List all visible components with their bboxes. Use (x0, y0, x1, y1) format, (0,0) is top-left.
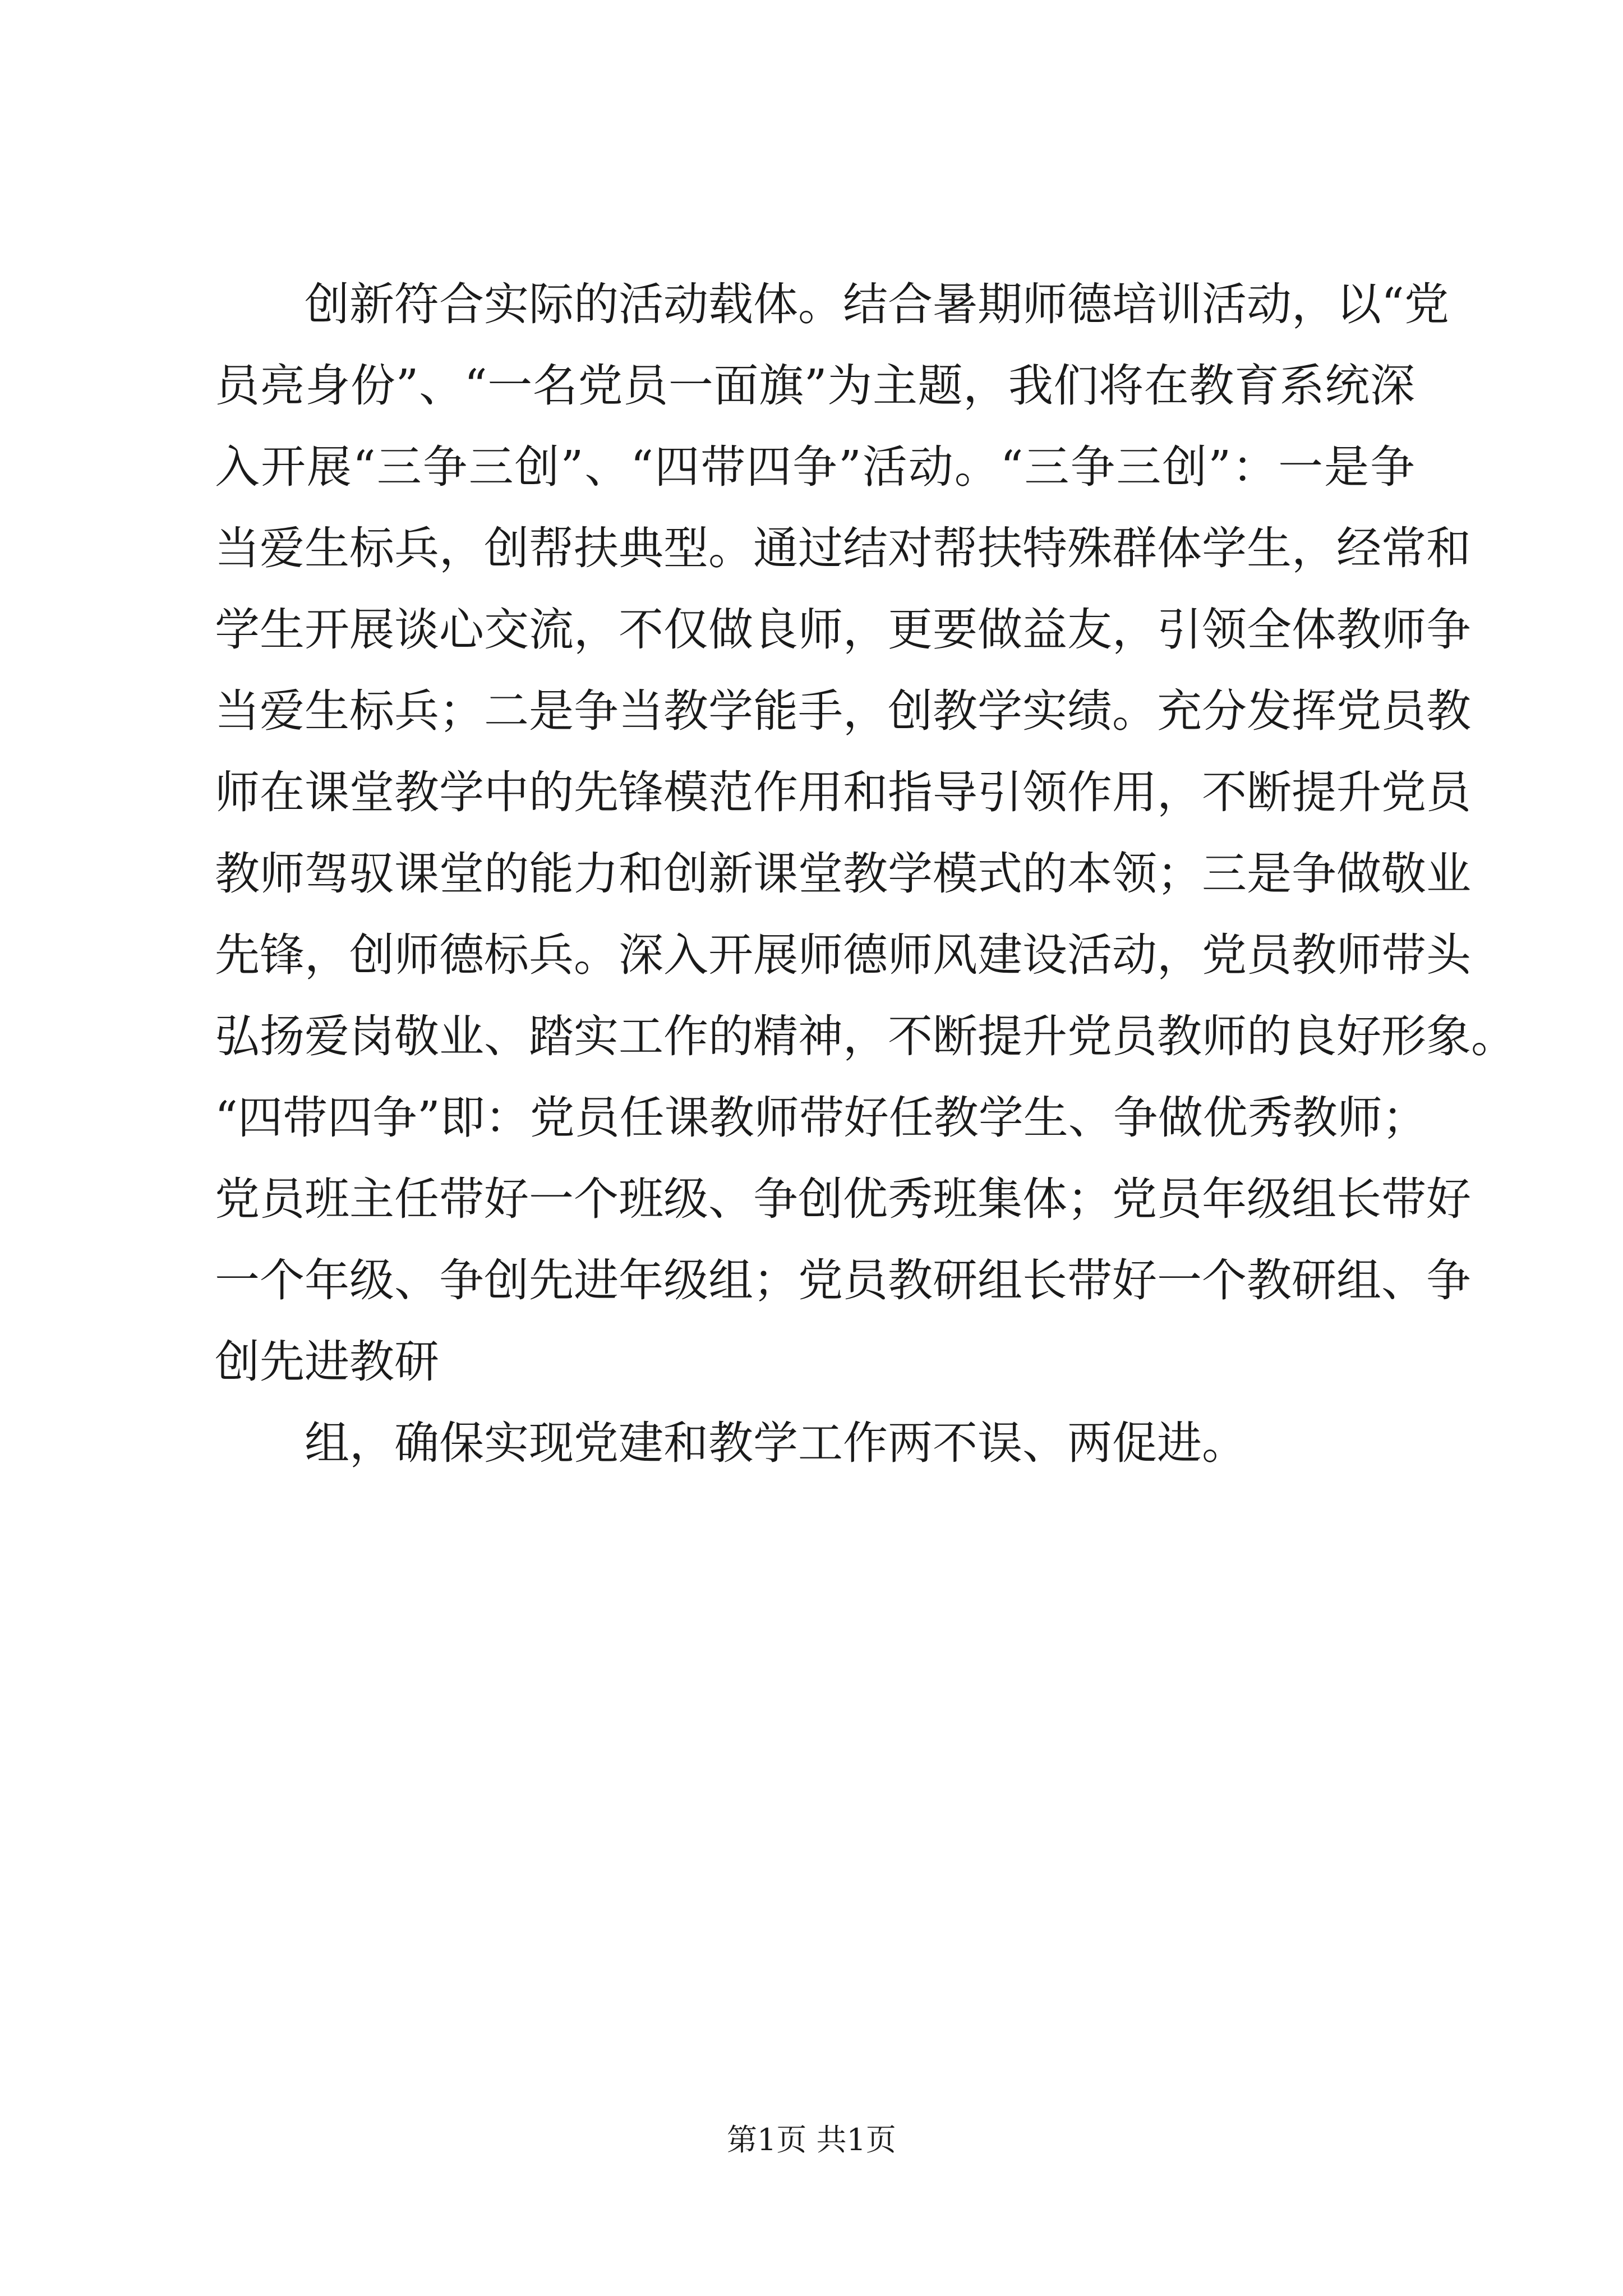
paragraph-line-13: 一个年级、争创先进年级组；党员教研组长带好一个教研组、争 (215, 1254, 1471, 1306)
paragraph-2-line-1: 组，确保实现党建和教学工作两不误、两促进。 (305, 1417, 1247, 1469)
paragraph-line-5: 学生开展谈心交流，不仅做良师，更要做益友，引领全体教师争 (215, 604, 1471, 656)
paragraph-line-1: 创新符合实际的活动载体。结合暑期师德培训活动，以“党 (305, 278, 1449, 330)
paragraph-line-2: 员亮身份”、“一名党员一面旗”为主题，我们将在教育系统深 (215, 360, 1415, 412)
paragraph-line-7: 师在课堂教学中的先锋模范作用和指导引领作用，不断提升党员 (215, 766, 1471, 818)
document-body (215, 264, 1516, 1484)
paragraph-line-9: 先锋，创师德标兵。深入开展师德师风建设活动，党员教师带头 (215, 929, 1471, 981)
paragraph-line-6: 当爱生标兵；二是争当教学能手，创教学实绩。充分发挥党员教 (215, 685, 1471, 737)
paragraph-line-14: 创先进教研 (215, 1336, 439, 1388)
page-footer: 第1页 共1页 (727, 2122, 896, 2157)
paragraph-line-11: “四带四争”即：党员任课教师带好任教学生、争做优秀教师； (215, 1092, 1427, 1144)
paragraph-line-12: 党员班主任带好一个班级、争创优秀班集体；党员年级组长带好 (215, 1173, 1471, 1225)
paragraph-line-3: 入开展“三争三创”、“四带四争”活动。“三争三创”：一是争 (215, 441, 1415, 493)
paragraph-line-4: 当爱生标兵，创帮扶典型。通过结对帮扶特殊群体学生，经常和 (215, 522, 1471, 574)
paragraph-line-10: 弘扬爱岗敬业、踏实工作的精神，不断提升党员教师的良好形象。 (215, 1010, 1516, 1062)
paragraph-line-8: 教师驾驭课堂的能力和创新课堂教学模式的本领；三是争做敬业 (215, 848, 1471, 900)
